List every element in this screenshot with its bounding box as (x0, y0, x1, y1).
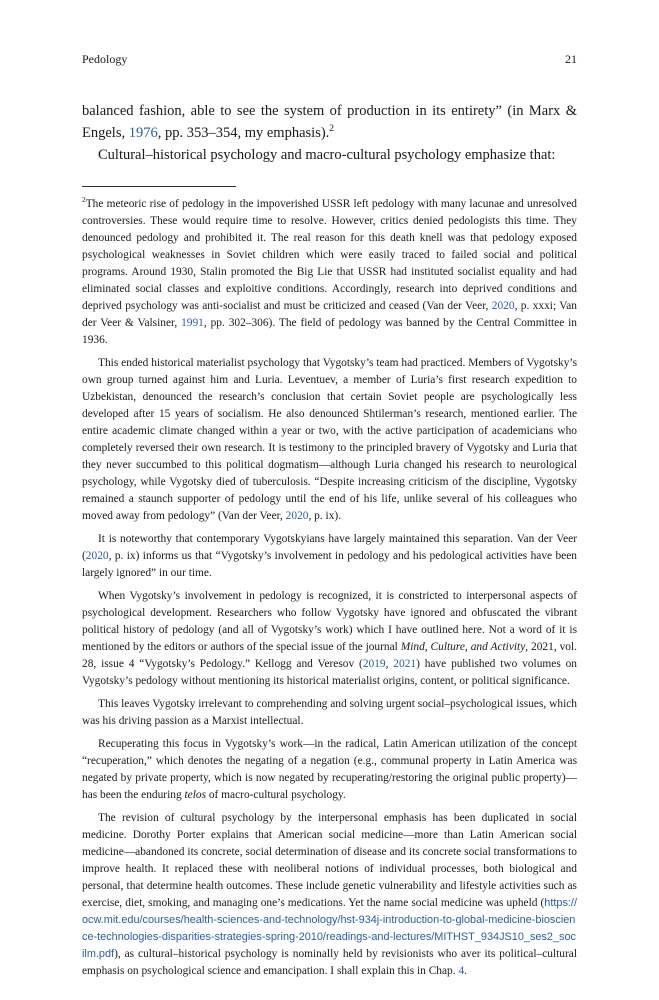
footnote-paragraph: When Vygotsky’s involvement in pedology is recognized, it is constricted to interpersonal aspects of psychological development. Researchers who follow Vygotsky have ignored and obfuscated the vibrant political history of pedology (and all of Vygotsky’s work) which I have outlined here. Not a word of it is mentioned by the editors or authors of the special issue of the journal Mind, Culture, and Activity, 2021, vol. 28, issue 4 “Vygotsky’s Pedology.” Kellogg and Veresov (2019, 2021) have published two volumes on Vygotsky’s pedology without mentioning its historical materialist origins, content, or political significance. (82, 590, 577, 687)
emphasis-telos: telos (184, 789, 206, 801)
citation-link[interactable]: 1991 (181, 317, 204, 329)
footnote-paragraph: This leaves Vygotsky irrelevant to comprehending and solving urgent social–psychological issues, which was his driving passion as a Marxist intellectual. (82, 698, 577, 727)
page-header (82, 52, 577, 68)
citation-link[interactable]: 2020 (491, 300, 515, 312)
footnote-paragraph: It is noteworthy that contemporary Vygotskyians have largely maintained this separation. Van der Veer (2020, p. ix) informs us that “Vygotsky’s involvement in pedology and his pedological activities have been largely ignored” in our time. (82, 533, 577, 579)
citation-link[interactable]: 2020 (85, 550, 109, 562)
body-paragraph: balanced fashion, able to see the system of production in its entirety” (in Marx & Engels, 1976, pp. 353–354, my emphasis).$^2$ (82, 103, 577, 141)
body-paragraph: Cultural–historical psychology and macro-cultural psychology emphasize that: (98, 147, 556, 163)
footnotes (82, 196, 577, 986)
footnote-paragraph: Recuperating this focus in Vygotsky’s work—in the radical, Latin American utilization of the concept “recuperation,” which denotes the negating of a negation (e.g., communal property in Latin America was negated by private property, which is now negated by recuperating/restoring the original public property)—has been the enduring telos of macro-cultural psychology. (82, 738, 577, 801)
page-number: 21 (565, 52, 577, 66)
footnote-reference[interactable]: 2 (329, 124, 334, 135)
footnote-mark: 2 (82, 195, 86, 205)
citation-link[interactable]: 2020 (285, 510, 309, 522)
footnote-paragraph: $^2$The meteoric rise of pedology in the impoverished USSR left pedology with many lacunae and unresolved controversies. These would require time to resolve. However, critics denied pedologists this time. They denounced pedology and prohibited it. The real reason for this death knell was that pedology exposed psychological weaknesses in Soviet children which were easily traced to failed social and political programs. Around 1930, Stalin promoted the Big Lie that USSR had instituted socialist equality and had eliminated social classes and exploitive conditions. Accordingly, research into deprived conditions and deprived psychology was anti-socialist and must be criticized and ceased (Van der Veer, 2020, p. xxxi; Van der Veer & Valsiner, 1991, pp. 302–306). The field of pedology was banned by the Central Committee in 1936. (82, 195, 577, 346)
footnote-paragraph: This ended historical materialist psychology that Vygotsky’s team had practiced. Members of Vygotsky’s own group turned against him and Luria. Leventuev, a member of Luria’s first research expedition to Uzbekistan, denounced the research’s conclusion that certain Soviet people are psychologically less developed after 15 years of socialism. He also denounced Shtilerman’s research, mentioned earlier. The entire academic climate changed within a year or two, with the active participation of academicians who completely reversed their own research. It is testimony to the principled bravery of Vygotsky and Luria that they never succumbed to this political dogmatism—although Luria changed his research to neurological psychology, while Vygotsky died of tuberculosis. “Despite increasing criticism of the discipline, Vygotsky remained a staunch supporter of pedology until the end of his life, unlike several of his colleagues who moved away from pedology” (Van der Veer, 2020, p. ix). (82, 357, 577, 522)
url-link[interactable]: https://ocw.mit.edu/courses/health-sciences-and-technology/hst-934j-introduction-to-global-medicine-bioscience-technologies-disparities-strategies-spring-2010/readings-and-lectures/MITHST_934JS10_ses2_socilm.pdf (82, 897, 577, 960)
citation-link[interactable]: 1976 (128, 125, 158, 141)
main-text (82, 100, 577, 166)
chapter-link[interactable]: 4 (458, 965, 465, 977)
running-head: Pedology (82, 52, 128, 66)
journal-title: Mind, Culture, and Activity (400, 641, 526, 653)
citation-link[interactable]: 2019 (362, 658, 386, 670)
footnote-rule (82, 186, 236, 187)
footnote-paragraph: The revision of cultural psychology by the interpersonal emphasis has been duplicated in social medicine. Dorothy Porter explains that American social medicine—more than Latin American social medicine—abandoned its concrete, social determination of disease and its concrete social transformations to improve health. It replaced these with neoliberal notions of individual processes, both biological and personal, that determine health outcomes. These include genetic vulnerability and lifestyle activities such as exercise, diet, smoking, and managing one’s medications. Yet the name social medicine was upheld (https://ocw.mit.edu/courses/health-sciences-and-technology/hst-934j-introduction-to-global-medicine-bioscience-technologies-disparities-strategies-spring-2010/readings-and-lectures/MITHST_934JS10_ses2_socilm.pdf), as cultural–historical psychology is nominally held by revisionists who aver its political–cultural emphasis on psychological science and emancipation. I shall explain this in Chap. 4. (82, 812, 577, 977)
citation-link[interactable]: 2021 (393, 658, 417, 670)
